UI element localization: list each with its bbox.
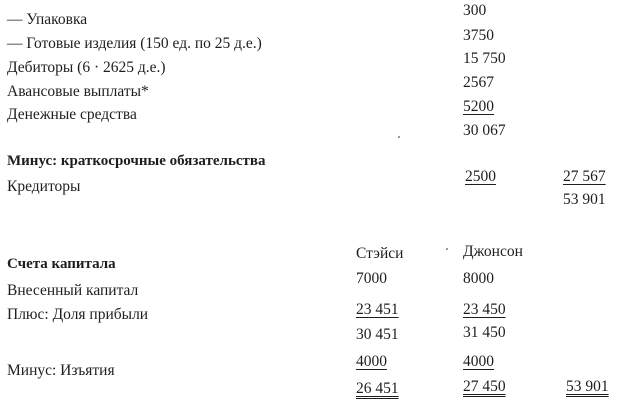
drawings-stacy: 4000 bbox=[356, 353, 387, 370]
cash-label: Денежные средства bbox=[7, 106, 137, 123]
liabilities-heading: Минус: краткосрочные обязательства bbox=[7, 153, 266, 169]
contributed-label: Внесенный капитал bbox=[7, 282, 139, 299]
prepayments-value: 5200 bbox=[463, 98, 494, 115]
col-header-stacy: Стэйси bbox=[356, 245, 404, 262]
subtotal-stacy: 30 451 bbox=[356, 326, 399, 343]
final-stacy: 26 451 bbox=[356, 380, 399, 397]
stock-total-value: 15 750 bbox=[463, 50, 506, 67]
debtors-value: 2567 bbox=[463, 74, 494, 91]
final-total: 53 901 bbox=[566, 378, 609, 395]
profit-share-stacy: 23 451 bbox=[356, 301, 399, 318]
drawings-johnson: 4000 bbox=[463, 353, 494, 370]
subtotal-johnson: 31 450 bbox=[463, 324, 506, 341]
contributed-stacy: 7000 bbox=[356, 270, 387, 287]
creditors-value: 2500 bbox=[465, 168, 496, 185]
creditors-label: Кредиторы bbox=[7, 178, 81, 195]
finished-goods-value: 3750 bbox=[463, 27, 494, 44]
profit-share-johnson: 23 450 bbox=[463, 301, 506, 318]
net-current-value: 27 567 bbox=[563, 168, 606, 185]
contributed-johnson: 8000 bbox=[463, 270, 494, 287]
finished-goods-label: — Готовые изделия (150 ед. по 25 д.е.) bbox=[7, 35, 262, 52]
packaging-label: — Упаковка bbox=[7, 11, 88, 28]
drawings-label: Минус: Изъятия bbox=[7, 362, 115, 379]
scan-speck bbox=[446, 248, 448, 250]
cash-subtotal-value: 30 067 bbox=[463, 122, 506, 139]
net-assets-value: 53 901 bbox=[563, 191, 606, 208]
scan-speck bbox=[398, 136, 400, 138]
final-johnson: 27 450 bbox=[463, 378, 506, 395]
debtors-label: Дебиторы (6 · 2625 д.е.) bbox=[7, 59, 166, 76]
prepayments-label: Авансовые выплаты* bbox=[7, 83, 149, 100]
capital-heading: Счета капитала bbox=[7, 256, 116, 272]
profit-share-label: Плюс: Доля прибыли bbox=[7, 306, 149, 323]
col-header-johnson: Джонсон bbox=[463, 243, 523, 260]
packaging-value: 300 bbox=[463, 2, 487, 19]
